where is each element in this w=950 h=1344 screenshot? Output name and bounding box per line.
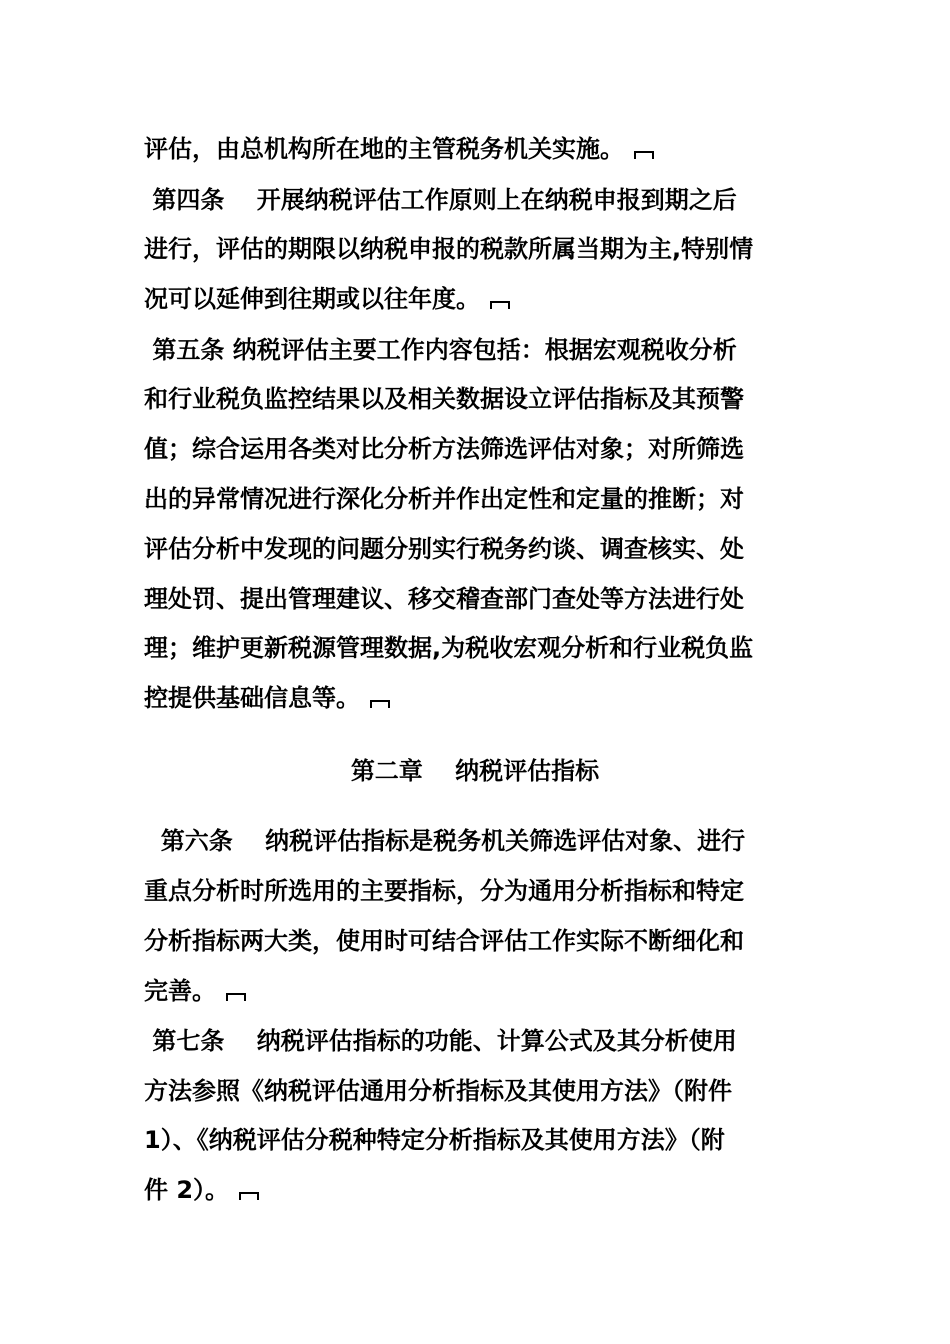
text-line: [144, 826, 745, 856]
line-text: 分析指标两大类，使用时可结合评估工作实际不断细化和: [144, 927, 744, 955]
text-line: [144, 234, 753, 264]
paragraph-mark-icon: [370, 700, 390, 708]
paragraph-mark-icon: [226, 993, 246, 1001]
text-line: [144, 1175, 259, 1205]
text-line: [144, 926, 744, 956]
line-text: 方法参照《纳税评估通用分析指标及其使用方法》（附件: [144, 1077, 732, 1105]
line-text: 出的异常情况进行深化分析并作出定性和定量的推断；对: [144, 485, 744, 513]
line-text: 第四条 开展纳税评估工作原则上在纳税申报到期之后: [144, 186, 737, 214]
text-line: [144, 284, 510, 314]
text-line: [144, 876, 744, 906]
text-line: [144, 134, 654, 164]
line-text: 控提供基础信息等。: [144, 684, 360, 712]
text-line: [144, 683, 390, 713]
line-text: 值；综合运用各类对比分析方法筛选评估对象；对所筛选: [144, 435, 744, 463]
text-line: [144, 484, 744, 514]
line-text: 1）、《纳税评估分税种特定分析指标及其使用方法》（附: [144, 1126, 725, 1154]
text-line: [144, 335, 737, 365]
text-line: [144, 185, 737, 215]
line-text: 第五条 纳税评估主要工作内容包括：根据宏观税收分析: [144, 336, 737, 364]
line-text: 第七条 纳税评估指标的功能、计算公式及其分析使用: [144, 1027, 737, 1055]
text-line: [144, 584, 744, 614]
line-text: 况可以延伸到往期或以往年度。: [144, 285, 480, 313]
paragraph-mark-icon: [490, 301, 510, 309]
line-text: 完善。: [144, 977, 216, 1005]
chapter-heading: [0, 756, 950, 786]
text-line: [144, 1125, 725, 1155]
line-text: 和行业税负监控结果以及相关数据设立评估指标及其预警: [144, 385, 744, 413]
line-text: 评估分析中发现的问题分别实行税务约谈、调查核实、处: [144, 535, 744, 563]
line-text: 第六条 纳税评估指标是税务机关筛选评估对象、进行: [144, 827, 746, 855]
line-text: 理；维护更新税源管理数据,为税收宏观分析和行业税负监: [144, 634, 754, 662]
line-text: 进行，评估的期限以纳税申报的税款所属当期为主,特别情: [144, 235, 754, 263]
text-line: [144, 434, 744, 464]
text-line: [144, 633, 753, 663]
text-line: [144, 976, 246, 1006]
line-text: 件 2）。: [144, 1176, 230, 1204]
text-line: [144, 534, 744, 564]
heading-text: 第二章 纳税评估指标: [350, 757, 600, 785]
text-line: [144, 384, 744, 414]
paragraph-mark-icon: [239, 1192, 259, 1200]
text-line: [144, 1076, 732, 1106]
line-text: 评估，由总机构所在地的主管税务机关实施。: [144, 135, 624, 163]
text-line: [144, 1026, 737, 1056]
line-text: 理处罚、提出管理建议、移交稽查部门查处等方法进行处: [144, 585, 744, 613]
line-text: 重点分析时所选用的主要指标，分为通用分析指标和特定: [144, 877, 744, 905]
paragraph-mark-icon: [634, 151, 654, 159]
